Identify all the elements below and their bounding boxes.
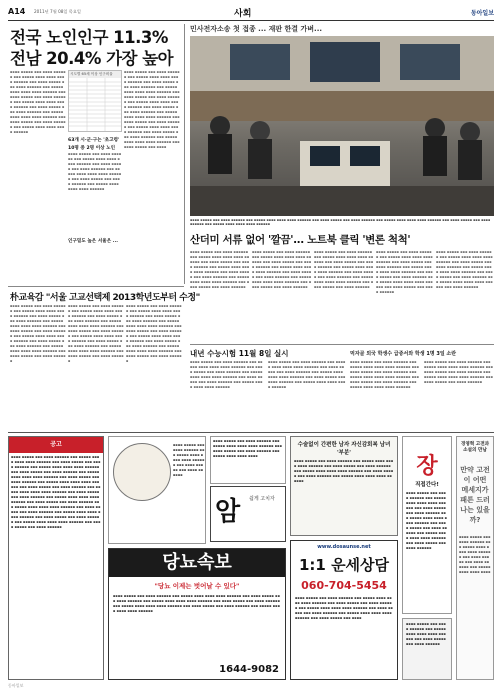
fortune-ad-top-title: 수술없이 간편한 남자 자신감회복 남녀 '부분' [297,442,391,456]
diabetes-ad-phone: 1644-9082 [219,664,279,675]
fortune-ad [290,540,398,680]
subhead-seoul: 인구밀도 높은 서울은 ... [68,239,118,244]
body-students-2: ▪▪▪▪ ▪▪▪▪▪ ▪▪▪ ▪▪▪▪ ▪▪▪▪▪▪ ▪▪▪ ▪▪▪▪▪ ▪▪▪▪ ▪▪▪▪ ▪▪▪▪ ▪▪▪▪▪▪ ▪▪▪ ▪▪▪▪ ▪▪▪▪▪ ▪▪▪ ▪▪▪▪ ▪▪▪▪▪▪ ▪▪▪ ▪▪▪▪▪ ▪▪▪▪ ▪▪▪▪ ▪▪▪▪ ▪▪▪▪▪▪ ▪▪▪ ▪▪▪▪ ▪▪▪▪▪ ▪▪▪ ▪▪▪▪ ▪▪▪▪▪▪ [424,360,494,384]
book-ad-fine: ▪▪▪▪ ▪▪▪▪▪ ▪▪▪ ▪▪▪▪ ▪▪▪▪▪▪ ▪▪▪ ▪▪▪▪▪ ▪▪▪▪ ▪▪▪▪ ▪▪▪▪ ▪▪▪▪▪▪ ▪▪▪ ▪▪▪▪ ▪▪▪▪▪ ▪▪▪ ▪▪▪▪ ▪▪▪▪▪▪ ▪▪▪ ▪▪▪▪▪ ▪▪▪▪ ▪▪▪▪ ▪▪▪▪ [459,535,491,574]
headline-suneung: 내년 수능시험 11월 8일 실시 [190,349,289,358]
cancer-ad-sub: 쉽게 고치자 [249,496,275,502]
subhead-notebook: 산더미 서류 없어 '깔끔'... 노트북 클릭 '변론 척척' [190,234,411,246]
body-text-elderly-left: ▪▪▪▪ ▪▪▪▪▪ ▪▪▪ ▪▪▪▪ ▪▪▪▪▪▪ ▪▪▪ ▪▪▪▪▪ ▪▪▪▪ ▪▪▪▪ ▪▪▪▪ ▪▪▪▪▪▪ ▪▪▪ ▪▪▪▪ ▪▪▪▪▪ ▪▪▪ ▪▪▪▪ ▪▪▪▪▪▪ ▪▪▪ ▪▪▪▪▪ ▪▪▪▪ ▪▪▪▪ ▪▪▪▪ ▪▪▪▪▪▪ ▪▪▪ ▪▪▪▪ ▪▪▪▪▪ ▪▪▪ ▪▪▪▪ ▪▪▪▪▪▪ ▪▪▪ ▪▪▪▪▪ ▪▪▪▪ ▪▪▪▪ ▪▪▪▪ ▪▪▪▪▪▪ ▪▪▪ ▪▪▪▪ ▪▪▪▪▪ ▪▪▪ ▪▪▪▪ ▪▪▪▪▪▪ ▪▪▪ ▪▪▪▪▪ ▪▪▪▪ ▪▪▪▪ ▪▪▪▪ ▪▪▪▪▪▪ ▪▪▪ ▪▪▪▪ ▪▪▪▪▪ ▪▪▪ ▪▪▪▪ ▪▪▪▪▪▪ ▪▪▪ ▪▪▪▪▪ ▪▪▪▪ ▪▪▪▪ ▪▪▪▪ ▪▪▪▪▪▪ [10,70,66,134]
headline-elderly-1: 전국 노인인구 11.3% [10,28,168,47]
diabetes-ad [108,548,286,680]
diabetes-ad-title: 당뇨속보 [162,552,232,573]
headline-elderly-2: 전남 20.4% 가장 높아 [10,49,174,68]
body-text-elderly-mid: ▪▪▪▪ ▪▪▪▪▪ ▪▪▪ ▪▪▪▪ ▪▪▪▪▪▪ ▪▪▪ ▪▪▪▪▪ ▪▪▪▪ ▪▪▪▪ ▪▪▪▪ ▪▪▪▪▪▪ ▪▪▪ ▪▪▪▪ ▪▪▪▪▪ ▪▪▪ ▪▪▪▪ ▪▪▪▪▪▪ ▪▪▪ ▪▪▪▪▪ ▪▪▪▪ ▪▪▪▪ ▪▪▪▪ ▪▪▪▪▪▪ ▪▪▪ ▪▪▪▪ ▪▪▪▪▪ ▪▪▪ ▪▪▪▪ ▪▪▪▪▪▪ ▪▪▪ ▪▪▪▪▪ ▪▪▪▪ ▪▪▪▪ ▪▪▪▪ ▪▪▪▪▪▪ [68,152,122,191]
calligraphy-ad [113,443,171,501]
body-e-litigation-1: ▪▪▪▪ ▪▪▪▪▪ ▪▪▪ ▪▪▪▪ ▪▪▪▪▪▪ ▪▪▪ ▪▪▪▪▪ ▪▪▪▪ ▪▪▪▪ ▪▪▪▪ ▪▪▪▪▪▪ ▪▪▪ ▪▪▪▪ ▪▪▪▪▪ ▪▪▪ ▪▪▪▪ ▪▪▪▪▪▪ ▪▪▪ ▪▪▪▪▪ ▪▪▪▪ ▪▪▪▪ ▪▪▪▪ ▪▪▪▪▪▪ ▪▪▪ ▪▪▪▪ ▪▪▪▪▪ ▪▪▪ ▪▪▪▪ ▪▪▪▪▪▪ ▪▪▪ ▪▪▪▪▪ ▪▪▪▪ ▪▪▪▪ ▪▪▪▪ ▪▪▪▪▪▪ ▪▪▪ ▪▪▪▪ ▪▪▪▪▪ ▪▪▪ ▪▪▪▪ ▪▪▪▪▪▪ [190,250,250,289]
fortune-ad-phone: 060-704-5454 [301,579,387,592]
diabetes-ad-sub: "당뇨 이제는 벗어날 수 있다" [154,582,240,590]
fortune-ad-body: ▪▪▪▪ ▪▪▪▪▪ ▪▪▪ ▪▪▪▪ ▪▪▪▪▪▪ ▪▪▪ ▪▪▪▪▪ ▪▪▪▪ ▪▪▪▪ ▪▪▪▪ ▪▪▪▪▪▪ ▪▪▪ ▪▪▪▪ ▪▪▪▪▪ ▪▪▪ ▪▪▪▪ ▪▪▪▪▪▪ ▪▪▪ ▪▪▪▪▪ ▪▪▪▪ ▪▪▪▪ ▪▪▪▪ ▪▪▪▪▪▪ ▪▪▪ ▪▪▪▪ ▪▪▪▪▪ ▪▪▪ ▪▪▪▪ ▪▪▪▪▪▪ ▪▪▪ ▪▪▪▪▪ ▪▪▪▪ ▪▪▪▪ ▪▪▪▪ ▪▪▪▪▪▪ ▪▪▪ ▪▪▪▪ ▪▪▪▪▪ ▪▪▪ ▪▪▪▪ [295,596,393,620]
divider-middle [190,344,494,345]
top-center-ad [210,436,286,484]
bowel-ad-sub: 직접간다! [415,482,439,488]
book-ad-title: 경영혁 고전과 소설의 만남 [460,442,490,453]
diabetes-ad-title-bar [109,549,285,577]
cancer-ad [210,486,286,542]
notice-ad-header [9,437,103,453]
cancer-ad-title: 암 [215,497,241,527]
notice-ad [8,436,104,680]
notice-ad-body: ▪▪▪▪ ▪▪▪▪▪ ▪▪▪ ▪▪▪▪ ▪▪▪▪▪▪ ▪▪▪ ▪▪▪▪▪ ▪▪▪▪ ▪▪▪▪ ▪▪▪▪ ▪▪▪▪▪▪ ▪▪▪ ▪▪▪▪ ▪▪▪▪▪ ▪▪▪ ▪▪▪▪ ▪▪▪▪▪▪ ▪▪▪ ▪▪▪▪▪ ▪▪▪▪ ▪▪▪▪ ▪▪▪▪ ▪▪▪▪▪▪ ▪▪▪ ▪▪▪▪ ▪▪▪▪▪ ▪▪▪ ▪▪▪▪ ▪▪▪▪▪▪ ▪▪▪ ▪▪▪▪▪ ▪▪▪▪ ▪▪▪▪ ▪▪▪▪ ▪▪▪▪▪▪ ▪▪▪ ▪▪▪▪ ▪▪▪▪▪ ▪▪▪ ▪▪▪▪ ▪▪▪▪▪▪ ▪▪▪ ▪▪▪▪▪ ▪▪▪▪ ▪▪▪▪ ▪▪▪▪ ▪▪▪▪▪▪ ▪▪▪ ▪▪▪▪ ▪▪▪▪▪ ▪▪▪ ▪▪▪▪ ▪▪▪▪▪▪ ▪▪▪ ▪▪▪▪▪ ▪▪▪▪ ▪▪▪▪ ▪▪▪▪ ▪▪▪▪▪▪ ▪▪▪ ▪▪▪▪ ▪▪▪▪▪ ▪▪▪ ▪▪▪▪ ▪▪▪▪▪▪ ▪▪▪ ▪▪▪▪▪ ▪▪▪▪ ▪▪▪▪ ▪▪▪▪ ▪▪▪▪▪▪ ▪▪▪ ▪▪▪▪ ▪▪▪▪▪ ▪▪▪ ▪▪▪▪ ▪▪▪▪▪▪ ▪▪▪ ▪▪▪▪▪ ▪▪▪▪ ▪▪▪▪ ▪▪▪▪ ▪▪▪▪▪▪ ▪▪▪ ▪▪▪▪ ▪▪▪▪▪ ▪▪▪ ▪▪▪▪ ▪▪▪▪▪▪ ▪▪▪ ▪▪▪▪▪ ▪▪▪▪ ▪▪▪▪ ▪▪▪▪ ▪▪▪▪▪▪ ▪▪▪ ▪▪▪▪ ▪▪▪▪▪ ▪▪▪ ▪▪▪▪ ▪▪▪▪▪▪ ▪▪▪ ▪▪▪▪▪ ▪▪▪▪ ▪▪▪▪ ▪▪▪▪ ▪▪▪▪▪▪ ▪▪▪ ▪▪▪▪ ▪▪▪▪▪ ▪▪▪ ▪▪▪▪ ▪▪▪▪▪▪ [11,455,101,529]
page-date: 2011년 7월 08일 목요일 [34,9,81,14]
ad-zone-rule [8,432,494,433]
headline-e-litigation: 민사전자소송 첫 접종 ... 재판 한결 가벼... [190,25,323,33]
headline-education: 朴교육감 "서울 고교선택제 2013학년도부터 수정" [10,293,200,303]
fortune-ad-url: www.dosaunse.net [317,544,371,550]
photo-caption: ▪▪▪▪ ▪▪▪▪▪ ▪▪▪ ▪▪▪▪ ▪▪▪▪▪▪ ▪▪▪ ▪▪▪▪▪ ▪▪▪▪ ▪▪▪▪ ▪▪▪▪ ▪▪▪▪▪▪ ▪▪▪ ▪▪▪▪ ▪▪▪▪▪ ▪▪▪ ▪▪▪▪ ▪▪▪▪▪▪ ▪▪▪ ▪▪▪▪▪ ▪▪▪▪ ▪▪▪▪ ▪▪▪▪ ▪▪▪▪▪▪ ▪▪▪ ▪▪▪▪ ▪▪▪▪▪ ▪▪▪ ▪▪▪▪ ▪▪▪▪▪▪ ▪▪▪ ▪▪▪▪▪ ▪▪▪▪ ▪▪▪▪ ▪▪▪▪ ▪▪▪▪▪▪ [190,218,491,227]
divider-left-bottom [8,286,184,287]
body-e-litigation-5: ▪▪▪▪ ▪▪▪▪▪ ▪▪▪ ▪▪▪▪ ▪▪▪▪▪▪ ▪▪▪ ▪▪▪▪▪ ▪▪▪▪ ▪▪▪▪ ▪▪▪▪ ▪▪▪▪▪▪ ▪▪▪ ▪▪▪▪ ▪▪▪▪▪ ▪▪▪ ▪▪▪▪ ▪▪▪▪▪▪ ▪▪▪ ▪▪▪▪▪ ▪▪▪▪ ▪▪▪▪ ▪▪▪▪ ▪▪▪▪▪▪ ▪▪▪ ▪▪▪▪ ▪▪▪▪▪ ▪▪▪ ▪▪▪▪ ▪▪▪▪▪▪ ▪▪▪ ▪▪▪▪▪ ▪▪▪▪ ▪▪▪▪ ▪▪▪▪ ▪▪▪▪▪▪ ▪▪▪ ▪▪▪▪ ▪▪▪▪▪▪ [436,250,493,289]
fortune-ad-top-body: ▪▪▪▪ ▪▪▪▪▪ ▪▪▪ ▪▪▪▪ ▪▪▪▪▪▪ ▪▪▪ ▪▪▪▪▪ ▪▪▪▪ ▪▪▪▪ ▪▪▪▪ ▪▪▪▪▪▪ ▪▪▪ ▪▪▪▪ ▪▪▪▪▪ ▪▪▪ ▪▪▪▪ ▪▪▪▪▪▪ ▪▪▪ ▪▪▪▪▪ ▪▪▪▪ ▪▪▪▪ ▪▪▪▪ ▪▪▪▪▪▪ ▪▪▪ ▪▪▪▪ ▪▪▪▪▪ ▪▪▪ ▪▪▪▪ ▪▪▪▪▪▪ ▪▪▪ ▪▪▪▪▪ ▪▪▪▪ ▪▪▪▪ ▪▪▪▪ ▪▪▪▪▪▪ [294,459,394,483]
brand-name: 동아일보 [470,10,494,17]
small-ads-column [108,436,206,544]
bowel-ad-title: 장 [416,454,438,479]
table-grid [69,78,122,132]
subhead-two-in-ten: 10명 중 2명 이상 노인 [68,146,116,151]
page-header [8,5,494,19]
courtroom-scene [190,36,494,216]
header-rule [8,20,494,21]
bowel-ad-bottom-text: ▪▪▪▪ ▪▪▪▪▪ ▪▪▪ ▪▪▪▪ ▪▪▪▪▪▪ ▪▪▪ ▪▪▪▪▪ ▪▪▪▪ ▪▪▪▪ ▪▪▪▪ ▪▪▪▪▪▪ ▪▪▪ ▪▪▪▪ ▪▪▪▪▪ ▪▪▪ ▪▪▪▪ ▪▪▪▪▪▪ [406,622,446,646]
diabetes-ad-body: ▪▪▪▪ ▪▪▪▪▪ ▪▪▪ ▪▪▪▪ ▪▪▪▪▪▪ ▪▪▪ ▪▪▪▪▪ ▪▪▪▪ ▪▪▪▪ ▪▪▪▪ ▪▪▪▪▪▪ ▪▪▪ ▪▪▪▪ ▪▪▪▪▪ ▪▪▪ ▪▪▪▪ ▪▪▪▪▪▪ ▪▪▪ ▪▪▪▪▪ ▪▪▪▪ ▪▪▪▪ ▪▪▪▪ ▪▪▪▪▪▪ ▪▪▪ ▪▪▪▪ ▪▪▪▪▪ ▪▪▪ ▪▪▪▪ ▪▪▪▪▪▪ ▪▪▪ ▪▪▪▪▪ ▪▪▪▪ ▪▪▪▪ ▪▪▪▪ ▪▪▪▪▪▪ ▪▪▪ ▪▪▪▪ ▪▪▪▪▪ ▪▪▪ ▪▪▪▪ ▪▪▪▪▪▪ ▪▪▪ ▪▪▪▪▪ ▪▪▪▪ ▪▪▪▪ ▪▪▪▪ ▪▪▪▪▪▪ [113,594,281,613]
fortune-ad-title: 1:1 운세상담 [298,556,390,574]
elderly-ratio-table [68,70,122,132]
body-students-1: ▪▪▪▪ ▪▪▪▪▪ ▪▪▪ ▪▪▪▪ ▪▪▪▪▪▪ ▪▪▪ ▪▪▪▪▪ ▪▪▪▪ ▪▪▪▪ ▪▪▪▪ ▪▪▪▪▪▪ ▪▪▪ ▪▪▪▪ ▪▪▪▪▪ ▪▪▪ ▪▪▪▪ ▪▪▪▪▪▪ ▪▪▪ ▪▪▪▪▪ ▪▪▪▪ ▪▪▪▪ ▪▪▪▪ ▪▪▪▪▪▪ ▪▪▪ ▪▪▪▪ ▪▪▪▪▪ ▪▪▪ ▪▪▪▪ ▪▪▪▪▪▪ ▪▪▪ ▪▪▪▪▪ ▪▪▪▪ ▪▪▪▪ ▪▪▪▪ ▪▪▪▪▪▪ [350,360,420,389]
page-number: A14 [8,7,26,16]
book-ad-body: 만약 고전이 어떤 메세지가 패튼 드러나는 있을까? [460,466,490,524]
book-ad [456,436,494,680]
headline-students: 먹자골 외국 학생수 급증서와 학생 1명 3일 소란 [350,351,457,357]
body-education-3: ▪▪▪▪ ▪▪▪▪▪ ▪▪▪ ▪▪▪▪ ▪▪▪▪▪▪ ▪▪▪ ▪▪▪▪▪ ▪▪▪▪ ▪▪▪▪ ▪▪▪▪ ▪▪▪▪▪▪ ▪▪▪ ▪▪▪▪ ▪▪▪▪▪ ▪▪▪ ▪▪▪▪ ▪▪▪▪▪▪ ▪▪▪ ▪▪▪▪▪ ▪▪▪▪ ▪▪▪▪ ▪▪▪▪ ▪▪▪▪▪▪ ▪▪▪ ▪▪▪▪ ▪▪▪▪▪ ▪▪▪ ▪▪▪▪ ▪▪▪▪▪▪ ▪▪▪ ▪▪▪▪▪ ▪▪▪▪ ▪▪▪▪ ▪▪▪▪ ▪▪▪▪▪▪ ▪▪▪ ▪▪▪▪ ▪▪▪▪▪ ▪▪▪ ▪▪▪▪ ▪▪▪▪▪▪ ▪▪▪ ▪▪▪▪▪ ▪▪▪▪ ▪▪▪▪ ▪▪▪▪ ▪▪▪▪▪▪ ▪▪▪ ▪▪▪▪ ▪▪▪▪▪ ▪▪▪ ▪▪▪▪ ▪▪▪▪▪▪ [126,304,182,363]
footer-brand: 동아일보 [8,683,24,688]
body-suneung-2: ▪▪▪▪ ▪▪▪▪▪ ▪▪▪ ▪▪▪▪ ▪▪▪▪▪▪ ▪▪▪ ▪▪▪▪▪ ▪▪▪▪ ▪▪▪▪ ▪▪▪▪ ▪▪▪▪▪▪ ▪▪▪ ▪▪▪▪ ▪▪▪▪▪ ▪▪▪ ▪▪▪▪ ▪▪▪▪▪▪ ▪▪▪ ▪▪▪▪▪ ▪▪▪▪ ▪▪▪▪ ▪▪▪▪ ▪▪▪▪▪▪ ▪▪▪ ▪▪▪▪ ▪▪▪▪▪ ▪▪▪ ▪▪▪▪ ▪▪▪▪▪▪ ▪▪▪ ▪▪▪▪▪ ▪▪▪▪ ▪▪▪▪ ▪▪▪▪ ▪▪▪▪▪▪ [268,360,346,389]
body-e-litigation-3: ▪▪▪▪ ▪▪▪▪▪ ▪▪▪ ▪▪▪▪ ▪▪▪▪▪▪ ▪▪▪ ▪▪▪▪▪ ▪▪▪▪ ▪▪▪▪ ▪▪▪▪ ▪▪▪▪▪▪ ▪▪▪ ▪▪▪▪ ▪▪▪▪▪ ▪▪▪ ▪▪▪▪ ▪▪▪▪▪▪ ▪▪▪ ▪▪▪▪▪ ▪▪▪▪ ▪▪▪▪ ▪▪▪▪ ▪▪▪▪▪▪ ▪▪▪ ▪▪▪▪ ▪▪▪▪▪ ▪▪▪ ▪▪▪▪ ▪▪▪▪▪▪ ▪▪▪ ▪▪▪▪▪ ▪▪▪▪ ▪▪▪▪ ▪▪▪▪ ▪▪▪▪▪▪ ▪▪▪ ▪▪▪▪ ▪▪▪▪▪ ▪▪▪ ▪▪▪▪ ▪▪▪▪▪▪ [314,250,374,289]
bowel-ad-bottom [402,618,452,680]
table-caption: 시도별 65세 이상 인구비율 [69,71,121,78]
notice-ad-header-text: 공고 [50,441,62,448]
subhead-super-aged: 63개 시·군·구는 '초고령' [68,138,120,143]
bowel-ad-body: ▪▪▪▪ ▪▪▪▪▪ ▪▪▪ ▪▪▪▪ ▪▪▪▪▪▪ ▪▪▪ ▪▪▪▪▪ ▪▪▪▪ ▪▪▪▪ ▪▪▪▪ ▪▪▪▪▪▪ ▪▪▪ ▪▪▪▪ ▪▪▪▪▪ ▪▪▪ ▪▪▪▪ ▪▪▪▪▪▪ ▪▪▪ ▪▪▪▪▪ ▪▪▪▪ ▪▪▪▪ ▪▪▪▪ ▪▪▪▪▪▪ ▪▪▪ ▪▪▪▪ ▪▪▪▪▪ ▪▪▪ ▪▪▪▪ ▪▪▪▪▪▪ ▪▪▪ ▪▪▪▪▪ ▪▪▪▪ ▪▪▪▪ ▪▪▪▪ ▪▪▪▪▪▪ ▪▪▪ ▪▪▪▪ ▪▪▪▪▪ ▪▪▪ ▪▪▪▪ ▪▪▪▪▪▪ [406,491,448,550]
courtroom-photo [190,36,494,216]
fortune-ad-top [290,436,398,536]
top-center-ad-text: ▪▪▪▪ ▪▪▪▪▪ ▪▪▪ ▪▪▪▪ ▪▪▪▪▪▪ ▪▪▪ ▪▪▪▪▪ ▪▪▪▪ ▪▪▪▪ ▪▪▪▪ ▪▪▪▪▪▪ ▪▪▪ ▪▪▪▪ ▪▪▪▪▪ ▪▪▪ ▪▪▪▪ ▪▪▪▪▪▪ ▪▪▪ ▪▪▪▪▪ ▪▪▪▪ ▪▪▪▪ ▪▪▪▪ [213,439,283,458]
body-e-litigation-2: ▪▪▪▪ ▪▪▪▪▪ ▪▪▪ ▪▪▪▪ ▪▪▪▪▪▪ ▪▪▪ ▪▪▪▪▪ ▪▪▪▪ ▪▪▪▪ ▪▪▪▪ ▪▪▪▪▪▪ ▪▪▪ ▪▪▪▪ ▪▪▪▪▪ ▪▪▪ ▪▪▪▪ ▪▪▪▪▪▪ ▪▪▪ ▪▪▪▪▪ ▪▪▪▪ ▪▪▪▪ ▪▪▪▪ ▪▪▪▪▪▪ ▪▪▪ ▪▪▪▪ ▪▪▪▪▪ ▪▪▪ ▪▪▪▪ ▪▪▪▪▪▪ ▪▪▪ ▪▪▪▪▪ ▪▪▪▪ ▪▪▪▪ ▪▪▪▪ ▪▪▪▪▪▪ ▪▪▪ ▪▪▪▪ ▪▪▪▪▪ ▪▪▪ ▪▪▪▪ ▪▪▪▪▪▪ [252,250,312,289]
section-title: 사회 [234,9,252,19]
divider-left-story [184,24,185,284]
body-education-1: ▪▪▪▪ ▪▪▪▪▪ ▪▪▪ ▪▪▪▪ ▪▪▪▪▪▪ ▪▪▪ ▪▪▪▪▪ ▪▪▪▪ ▪▪▪▪ ▪▪▪▪ ▪▪▪▪▪▪ ▪▪▪ ▪▪▪▪ ▪▪▪▪▪ ▪▪▪ ▪▪▪▪ ▪▪▪▪▪▪ ▪▪▪ ▪▪▪▪▪ ▪▪▪▪ ▪▪▪▪ ▪▪▪▪ ▪▪▪▪▪▪ ▪▪▪ ▪▪▪▪ ▪▪▪▪▪ ▪▪▪ ▪▪▪▪ ▪▪▪▪▪▪ ▪▪▪ ▪▪▪▪▪ ▪▪▪▪ ▪▪▪▪ ▪▪▪▪ ▪▪▪▪▪▪ ▪▪▪ ▪▪▪▪ ▪▪▪▪▪ ▪▪▪ ▪▪▪▪ ▪▪▪▪▪▪ ▪▪▪ ▪▪▪▪▪ ▪▪▪▪ ▪▪▪▪ ▪▪▪▪ ▪▪▪▪▪▪ ▪▪▪ ▪▪▪▪ ▪▪▪▪▪ ▪▪▪ ▪▪▪▪ ▪▪▪▪▪▪ [10,304,66,363]
body-e-litigation-4: ▪▪▪▪ ▪▪▪▪▪ ▪▪▪ ▪▪▪▪ ▪▪▪▪▪▪ ▪▪▪ ▪▪▪▪▪ ▪▪▪▪ ▪▪▪▪ ▪▪▪▪ ▪▪▪▪▪▪ ▪▪▪ ▪▪▪▪ ▪▪▪▪▪ ▪▪▪ ▪▪▪▪ ▪▪▪▪▪▪ ▪▪▪ ▪▪▪▪▪ ▪▪▪▪ ▪▪▪▪ ▪▪▪▪ ▪▪▪▪▪▪ ▪▪▪ ▪▪▪▪ ▪▪▪▪▪ ▪▪▪ ▪▪▪▪ ▪▪▪▪▪▪ ▪▪▪ ▪▪▪▪▪ ▪▪▪▪ ▪▪▪▪ ▪▪▪▪ ▪▪▪▪▪▪ ▪▪▪ ▪▪▪▪ ▪▪▪▪▪ ▪▪▪ ▪▪▪▪ ▪▪▪▪▪▪ [376,250,433,294]
body-text-elderly-right: ▪▪▪▪ ▪▪▪▪▪ ▪▪▪ ▪▪▪▪ ▪▪▪▪▪▪ ▪▪▪ ▪▪▪▪▪ ▪▪▪▪ ▪▪▪▪ ▪▪▪▪ ▪▪▪▪▪▪ ▪▪▪ ▪▪▪▪ ▪▪▪▪▪ ▪▪▪ ▪▪▪▪ ▪▪▪▪▪▪ ▪▪▪ ▪▪▪▪▪ ▪▪▪▪ ▪▪▪▪ ▪▪▪▪ ▪▪▪▪▪▪ ▪▪▪ ▪▪▪▪ ▪▪▪▪▪ ▪▪▪ ▪▪▪▪ ▪▪▪▪▪▪ ▪▪▪ ▪▪▪▪▪ ▪▪▪▪ ▪▪▪▪ ▪▪▪▪ ▪▪▪▪▪▪ ▪▪▪ ▪▪▪▪ ▪▪▪▪▪ ▪▪▪ ▪▪▪▪ ▪▪▪▪▪▪ ▪▪▪ ▪▪▪▪▪ ▪▪▪▪ ▪▪▪▪ ▪▪▪▪ ▪▪▪▪▪▪ ▪▪▪ ▪▪▪▪ ▪▪▪▪▪ ▪▪▪ ▪▪▪▪ ▪▪▪▪▪▪ ▪▪▪ ▪▪▪▪▪ ▪▪▪▪ ▪▪▪▪ ▪▪▪▪ ▪▪▪▪▪▪ ▪▪▪ ▪▪▪▪ ▪▪▪▪▪ ▪▪▪ ▪▪▪▪ ▪▪▪▪▪▪ ▪▪▪ ▪▪▪▪▪ ▪▪▪▪ ▪▪▪▪ ▪▪▪▪ ▪▪▪▪▪▪ ▪▪▪ ▪▪▪▪ ▪▪▪▪▪ ▪▪▪ ▪▪▪▪ [124,70,180,149]
body-suneung-1: ▪▪▪▪ ▪▪▪▪▪ ▪▪▪ ▪▪▪▪ ▪▪▪▪▪▪ ▪▪▪ ▪▪▪▪▪ ▪▪▪▪ ▪▪▪▪ ▪▪▪▪ ▪▪▪▪▪▪ ▪▪▪ ▪▪▪▪ ▪▪▪▪▪ ▪▪▪ ▪▪▪▪ ▪▪▪▪▪▪ ▪▪▪ ▪▪▪▪▪ ▪▪▪▪ ▪▪▪▪ ▪▪▪▪ ▪▪▪▪▪▪ ▪▪▪ ▪▪▪▪ ▪▪▪▪▪ ▪▪▪ ▪▪▪▪ ▪▪▪▪▪▪ ▪▪▪ ▪▪▪▪▪ ▪▪▪▪ ▪▪▪▪ ▪▪▪▪ ▪▪▪▪▪▪ [190,360,263,389]
body-education-2: ▪▪▪▪ ▪▪▪▪▪ ▪▪▪ ▪▪▪▪ ▪▪▪▪▪▪ ▪▪▪ ▪▪▪▪▪ ▪▪▪▪ ▪▪▪▪ ▪▪▪▪ ▪▪▪▪▪▪ ▪▪▪ ▪▪▪▪ ▪▪▪▪▪ ▪▪▪ ▪▪▪▪ ▪▪▪▪▪▪ ▪▪▪ ▪▪▪▪▪ ▪▪▪▪ ▪▪▪▪ ▪▪▪▪ ▪▪▪▪▪▪ ▪▪▪ ▪▪▪▪ ▪▪▪▪▪ ▪▪▪ ▪▪▪▪ ▪▪▪▪▪▪ ▪▪▪ ▪▪▪▪▪ ▪▪▪▪ ▪▪▪▪ ▪▪▪▪ ▪▪▪▪▪▪ ▪▪▪ ▪▪▪▪ ▪▪▪▪▪ ▪▪▪ ▪▪▪▪ ▪▪▪▪▪▪ ▪▪▪ ▪▪▪▪▪ ▪▪▪▪ ▪▪▪▪ ▪▪▪▪ ▪▪▪▪▪▪ ▪▪▪ ▪▪▪▪ ▪▪▪▪▪ ▪▪▪ ▪▪▪▪ ▪▪▪▪▪▪ [68,304,124,363]
small-ad-text: ▪▪▪▪ ▪▪▪▪▪ ▪▪▪ ▪▪▪▪ ▪▪▪▪▪▪ ▪▪▪ ▪▪▪▪▪ ▪▪▪▪ ▪▪▪▪ ▪▪▪▪ ▪▪▪▪▪▪ ▪▪▪ ▪▪▪▪ ▪▪▪▪▪ ▪▪▪ ▪▪▪▪ ▪▪▪▪▪▪ [173,443,205,477]
bowel-ad [402,436,452,614]
